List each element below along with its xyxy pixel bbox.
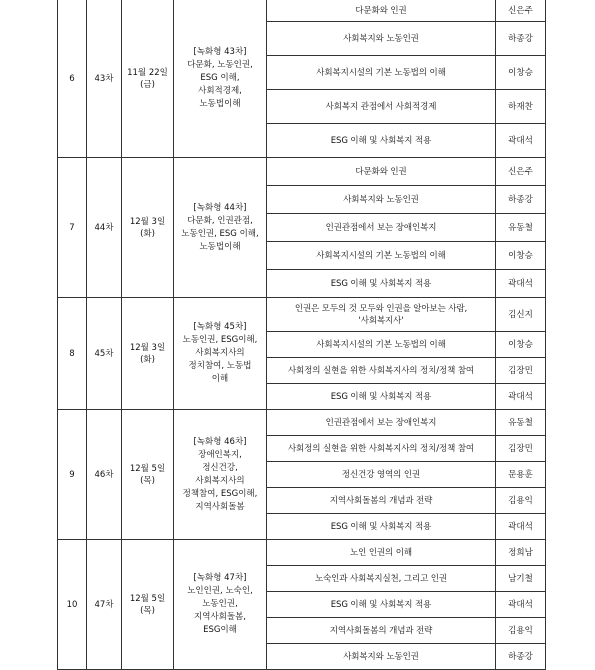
- table-row: [58, 298, 546, 332]
- topic-instructor: 이창승: [496, 332, 546, 358]
- topic-title: 사회복지 관점에서 사회적경제: [267, 90, 496, 124]
- topic-title: 사회복지시설의 기본 노동법의 이해: [267, 332, 496, 358]
- topic-instructor: 김장민: [496, 358, 546, 384]
- topic-title: 사회정의 실현을 위한 사회복지사의 정치/정책 참여: [267, 358, 496, 384]
- topic-instructor: 문용훈: [496, 462, 546, 488]
- topic-title: ESG 이해 및 사회복지 적용: [267, 124, 496, 158]
- session-number: 8: [58, 298, 87, 410]
- topic-title: 다문화와 인권: [267, 158, 496, 186]
- session-round: 47차: [87, 540, 122, 670]
- topic-title: 지역사회돌봄의 개념과 전략: [267, 618, 496, 644]
- table-row: [58, 0, 546, 22]
- topic-title: 사회복지와 노동인권: [267, 186, 496, 214]
- session-date: 12월 3일 (화): [122, 298, 174, 410]
- session-number: 6: [58, 0, 87, 158]
- topic-instructor: 유동철: [496, 410, 546, 436]
- table-row: [58, 158, 546, 186]
- session-number: 10: [58, 540, 87, 670]
- session-category: [녹화형 43차] 다문화, 노동인권, ESG 이해, 사회적경제, 노동법이해: [174, 0, 267, 158]
- topic-instructor: 남기철: [496, 566, 546, 592]
- topic-instructor: 하종강: [496, 644, 546, 670]
- topic-instructor: 곽대석: [496, 124, 546, 158]
- session-category: [녹화형 47차] 노인인권, 노숙인, 노동인권, 지역사회돌봄, ESG이해: [174, 540, 267, 670]
- session-category: [녹화형 46차] 장애인복지, 정신건강, 사회복지사의 정책참여, ESG이해, 지역사회돌봄: [174, 410, 267, 540]
- topic-instructor: 김용익: [496, 488, 546, 514]
- session-date: 11월 22일 (금): [122, 0, 174, 158]
- topic-instructor: 곽대석: [496, 592, 546, 618]
- topic-title: 인권은 모두의 것 모두와 인권을 알아보는 사람, '사회복지사': [267, 298, 496, 332]
- topic-title: 인권관점에서 보는 장애인복지: [267, 410, 496, 436]
- topic-title: 사회정의 실현을 위한 사회복지사의 정치/정책 참여: [267, 436, 496, 462]
- topic-title: ESG 이해 및 사회복지 적용: [267, 514, 496, 540]
- topic-instructor: 신은주: [496, 0, 546, 22]
- session-date: 12월 5일 (목): [122, 410, 174, 540]
- topic-title: 사회복지시설의 기본 노동법의 이해: [267, 56, 496, 90]
- topic-title: 사회복지와 노동인권: [267, 644, 496, 670]
- topic-instructor: 김용익: [496, 618, 546, 644]
- topic-instructor: 이창승: [496, 56, 546, 90]
- session-category: [녹화형 44차] 다문화, 인권관점, 노동인권, ESG 이해, 노동법이해: [174, 158, 267, 298]
- session-round: 46차: [87, 410, 122, 540]
- session-date: 12월 5일 (목): [122, 540, 174, 670]
- topic-title: 사회복지와 노동인권: [267, 22, 496, 56]
- topic-instructor: 정희남: [496, 540, 546, 566]
- session-round: 44차: [87, 158, 122, 298]
- topic-title: ESG 이해 및 사회복지 적용: [267, 592, 496, 618]
- table-row: [58, 540, 546, 566]
- topic-title: 지역사회돌봄의 개념과 전략: [267, 488, 496, 514]
- topic-instructor: 김신지: [496, 298, 546, 332]
- session-category: [녹화형 45차] 노동인권, ESG이해, 사회복지사의 정치참여, 노동법 이해: [174, 298, 267, 410]
- topic-title: ESG 이해 및 사회복지 적용: [267, 270, 496, 298]
- topic-instructor: 유동철: [496, 214, 546, 242]
- topic-title: 다문화와 인권: [267, 0, 496, 22]
- topic-instructor: 곽대석: [496, 384, 546, 410]
- topic-instructor: 곽대석: [496, 514, 546, 540]
- topic-instructor: 이창승: [496, 242, 546, 270]
- session-number: 9: [58, 410, 87, 540]
- table-row: [58, 410, 546, 436]
- topic-title: 노숙인과 사회복지실천, 그리고 인권: [267, 566, 496, 592]
- topic-instructor: 하재찬: [496, 90, 546, 124]
- session-round: 43차: [87, 0, 122, 158]
- schedule-table: [57, 0, 546, 670]
- topic-instructor: 김장민: [496, 436, 546, 462]
- topic-instructor: 곽대석: [496, 270, 546, 298]
- topic-instructor: 하종강: [496, 22, 546, 56]
- topic-title: 인권관점에서 보는 장애인복지: [267, 214, 496, 242]
- session-date: 12월 3일 (화): [122, 158, 174, 298]
- topic-title: 정신건강 영역의 인권: [267, 462, 496, 488]
- session-round: 45차: [87, 298, 122, 410]
- session-number: 7: [58, 158, 87, 298]
- topic-title: 노인 인권의 이해: [267, 540, 496, 566]
- topic-title: 사회복지시설의 기본 노동법의 이해: [267, 242, 496, 270]
- topic-instructor: 하종강: [496, 186, 546, 214]
- topic-instructor: 신은주: [496, 158, 546, 186]
- topic-title: ESG 이해 및 사회복지 적용: [267, 384, 496, 410]
